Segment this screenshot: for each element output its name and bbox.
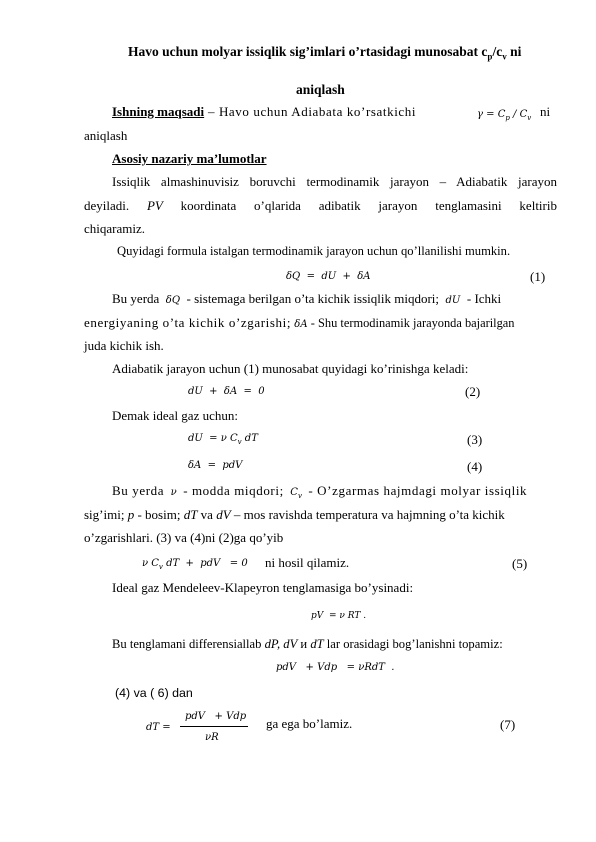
- theory-heading: Asosiy nazariy ma’lumotlar: [112, 151, 267, 166]
- para3-line2: energiyaning o’ta kichik o’zgarishi; δA - Shu termodinamik jarayonda bajarilgan: [84, 315, 515, 330]
- goal-line-2: aniqlash: [84, 128, 128, 143]
- equation-1-number: (1): [530, 269, 546, 284]
- equation-5-number: (5): [512, 556, 528, 571]
- goal-line: Ishning maqsadi – Havo uchun Adiabata ko’rsatkichi: [112, 104, 417, 119]
- para5: Demak ideal gaz uchun:: [112, 408, 238, 423]
- para9: (4) va ( 6) dan: [115, 686, 193, 700]
- title-line-1: Havo uchun molyar issiqlik sig’imlari o’rtasidagi munosabat $c_p/c_v$ ni: [128, 44, 522, 62]
- para1-line1: Issiqlik almashinuvisiz boruvchi termodinamik jarayon – Adiabatik jarayon: [112, 174, 557, 189]
- equation-8-tail: ga ega bo’lamiz.: [266, 716, 353, 731]
- gamma-formula: $\gamma = C_p / C_v$: [477, 109, 532, 122]
- equation-2: dU + δA = 0: [188, 386, 265, 397]
- para3-line3: juda kichik ish.: [84, 338, 164, 353]
- equation-7: pdV + Vdp = νRdT .: [276, 662, 395, 673]
- equation-4-number: (4): [467, 459, 483, 474]
- equation-5-tail: ni hosil qilamiz.: [265, 555, 350, 570]
- equation-6: pV = ν RT .: [311, 611, 367, 621]
- equation-2-number: (2): [465, 384, 481, 399]
- equation-8-numerator: pdV + Vdp: [185, 711, 247, 722]
- title-line-2: aniqlash: [296, 82, 345, 97]
- para6-line1: Bu yerda ν - modda miqdori; $C_v$ - O’zgarmas hajmdagi molyar issiqlik: [112, 483, 528, 500]
- goal-label: Ishning maqsadi: [112, 104, 205, 119]
- equation-3: dU = ν $C_v$ dT: [188, 433, 258, 446]
- equation-8-lhs: dT =: [146, 722, 171, 733]
- equation-1: δQ = dU + δA: [286, 271, 371, 282]
- equation-5: ν $C_v$ dT + pdV = 0: [142, 558, 248, 571]
- para8: Bu tenglamani differensiallab dP, dV и dT lar orasidagi bog’lanishni topamiz:: [112, 637, 503, 651]
- para1-line2: deyiladi. PV koordinata o’qlarida adibatik jarayon tenglamasini keltirib: [84, 198, 557, 213]
- para7: Ideal gaz Mendeleev-Klapeyron tenglamasiga bo’ysinadi:: [112, 580, 414, 595]
- equation-4: δA = pdV: [188, 460, 243, 471]
- equation-8-number: (7): [500, 717, 516, 732]
- para4: Adiabatik jarayon uchun (1) munosabat quyidagi ko’rinishga keladi:: [112, 361, 469, 376]
- para3-line1: Bu yerda δQ - sistemaga berilgan o’ta kichik issiqlik miqdori; dU - Ichki: [112, 291, 502, 306]
- equation-3-number: (3): [467, 432, 483, 447]
- fraction-bar: [180, 726, 248, 727]
- equation-8-denominator: νR: [205, 732, 219, 743]
- para6-line3: o’zgarishlari. (3) va (4)ni (2)ga qo’yib: [84, 530, 284, 545]
- para6-line2: sig’imi; p - bosim; dT va dV – mos ravishda temperatura va hajmning o’ta kichik: [84, 507, 505, 522]
- goal-tail: ni: [540, 104, 551, 119]
- para2: Quyidagi formula istalgan termodinamik jarayon uchun qo’llanilishi mumkin.: [117, 244, 511, 258]
- para1-line3: chiqaramiz.: [84, 221, 145, 236]
